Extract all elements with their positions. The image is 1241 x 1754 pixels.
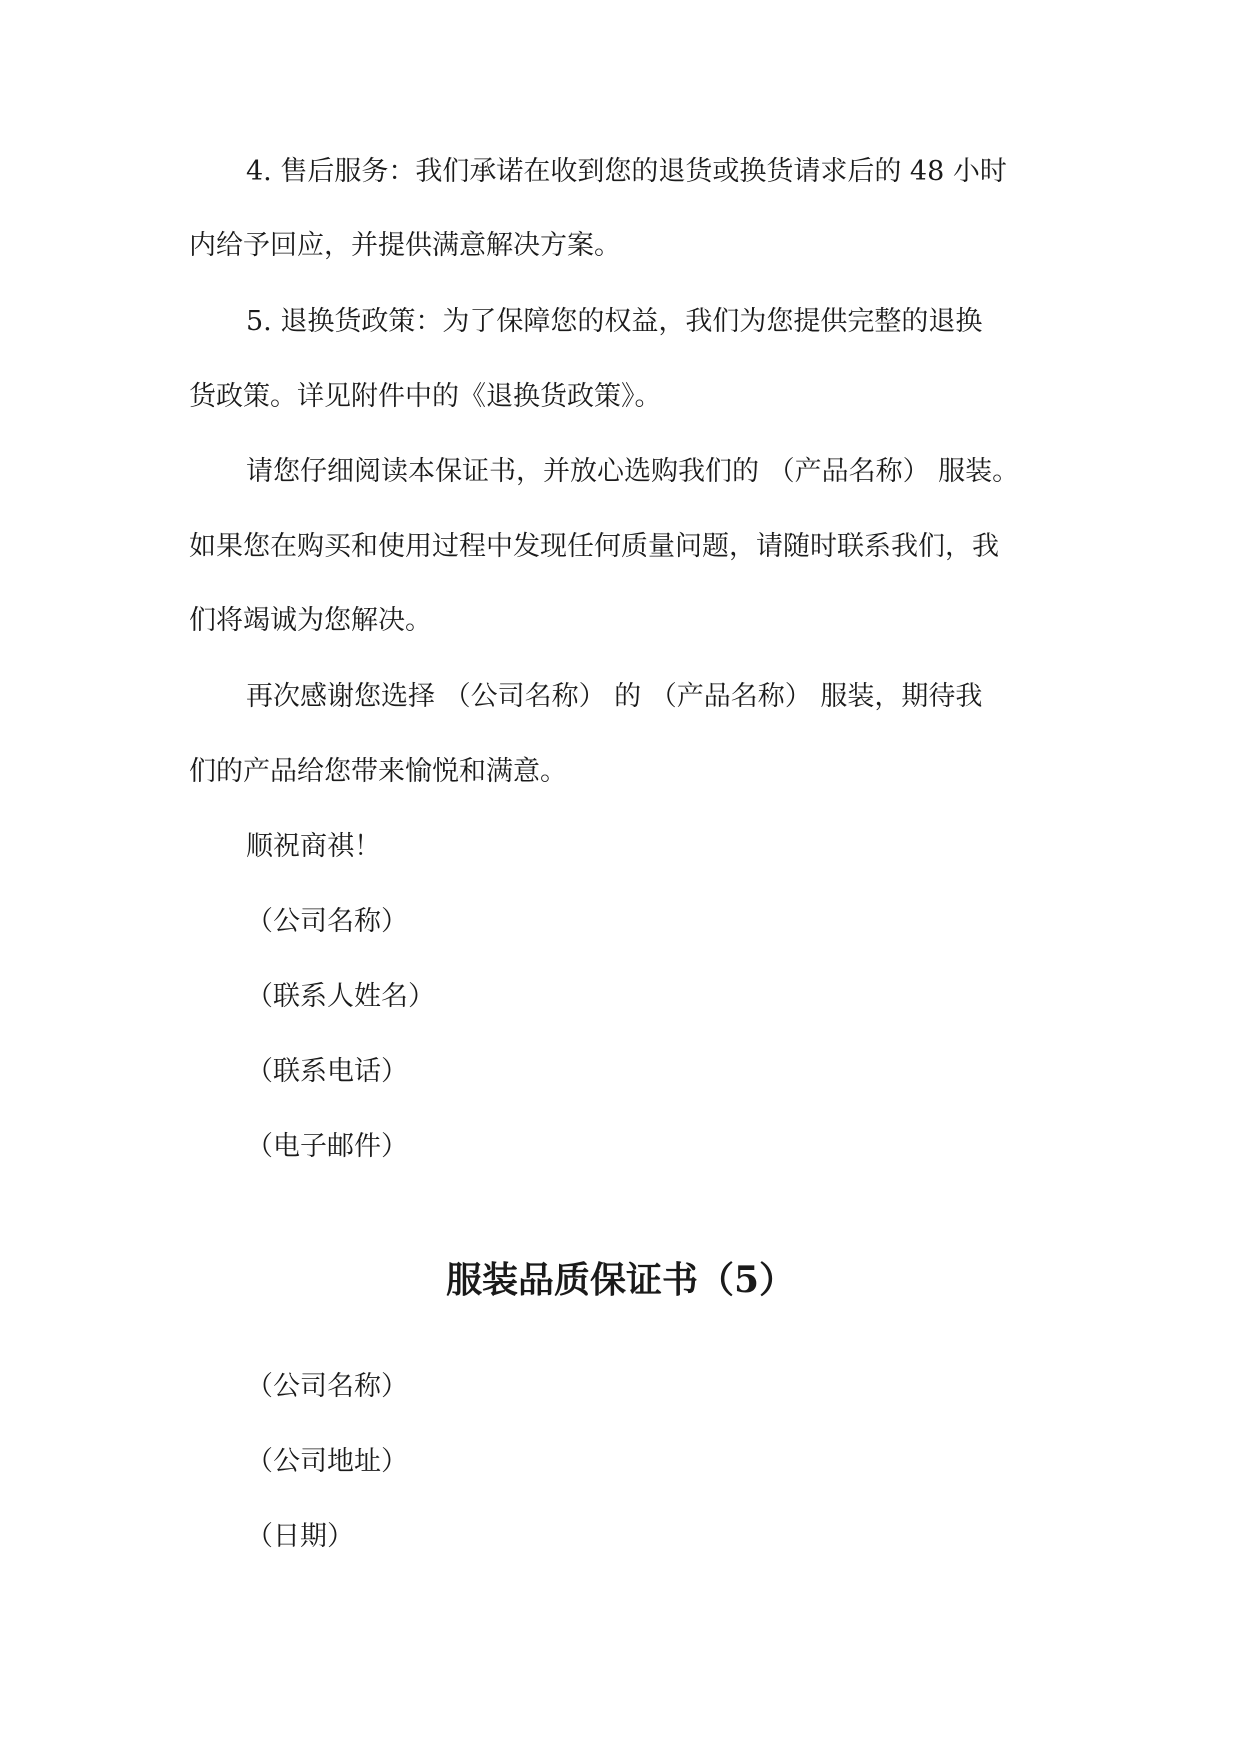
paragraph-4-line-1: 4. 售后服务：我们承诺在收到您的退货或换货请求后的 48 小时 [246,156,1007,187]
paragraph-6-line-1: 请您仔细阅读本保证书，并放心选购我们的 （产品名称） 服装。 [246,456,1020,487]
paragraph-5-line-2: 货政策。详见附件中的《退换货政策》。 [189,381,662,412]
signature-phone: （联系电话） [246,1056,408,1087]
closing-greeting: 顺祝商祺！ [246,831,381,862]
paragraph-4-line-2: 内给予回应，并提供满意解决方案。 [189,230,621,261]
paragraph-7-line-1: 再次感谢您选择 （公司名称） 的 （产品名称） 服装，期待我 [246,681,983,712]
header-address: （公司地址） [246,1446,408,1477]
header-company: （公司名称） [246,1371,408,1402]
paragraph-6-line-2: 如果您在购买和使用过程中发现任何质量问题，请随时联系我们，我 [189,531,999,562]
header-date: （日期） [246,1521,354,1552]
signature-company: （公司名称） [246,906,408,937]
paragraph-6-line-3: 们将竭诚为您解决。 [189,605,432,636]
paragraph-5-line-1: 5. 退换货政策：为了保障您的权益，我们为您提供完整的退换 [246,306,983,337]
section-title: 服装品质保证书（5） [445,1259,796,1301]
paragraph-7-line-2: 们的产品给您带来愉悦和满意。 [189,756,567,787]
signature-contact: （联系人姓名） [246,981,435,1012]
signature-email: （电子邮件） [246,1131,408,1162]
